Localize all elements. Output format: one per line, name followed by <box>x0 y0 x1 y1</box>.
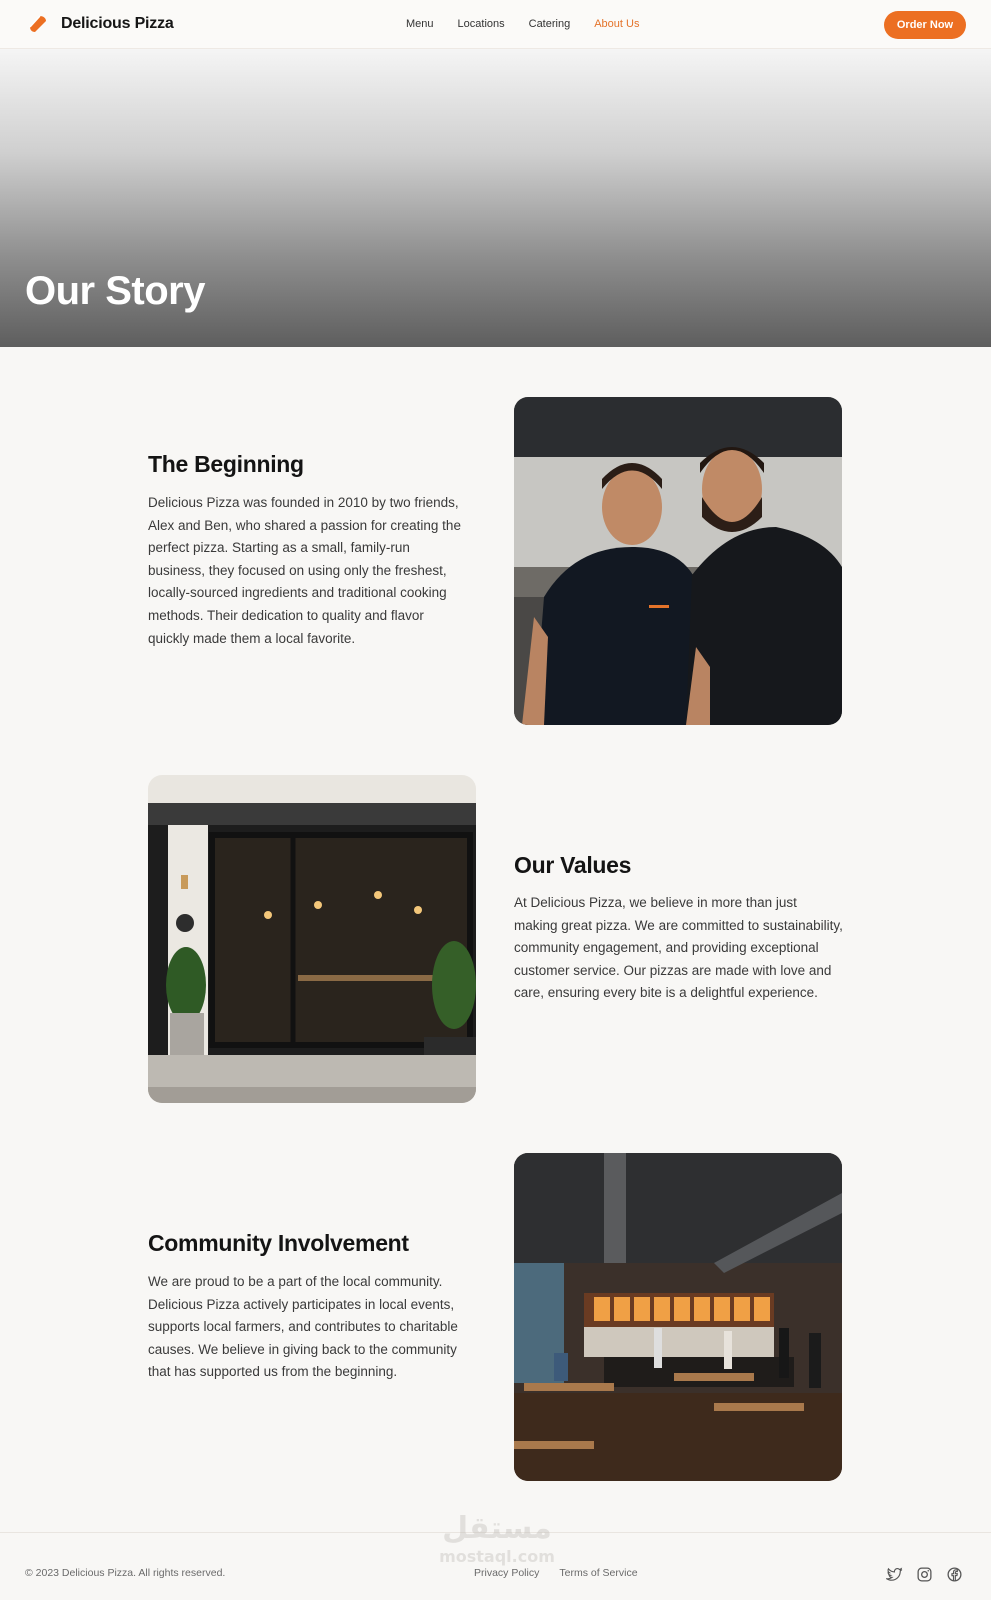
top-navigation <box>0 0 991 49</box>
order-now-button[interactable]: Order Now <box>884 11 966 39</box>
svg-text:مستقل: مستقل <box>442 1511 552 1546</box>
page-footer <box>0 1532 991 1600</box>
section-title-beginning: The Beginning <box>148 451 304 477</box>
pizza-slice-icon <box>26 13 48 35</box>
section-title-community: Community Involvement <box>148 1230 409 1256</box>
nav-link-catering[interactable]: Catering <box>528 18 571 30</box>
page-title: Our Story <box>25 269 205 313</box>
terms-of-service-link[interactable]: Terms of Service <box>559 1567 638 1579</box>
restaurant-interior-photo <box>514 1153 842 1481</box>
nav-link-about-us[interactable]: About Us <box>594 18 640 30</box>
nav-links <box>406 18 663 30</box>
privacy-policy-link[interactable]: Privacy Policy <box>474 1567 540 1579</box>
brand-logo-link[interactable] <box>26 13 174 35</box>
section-body-values: At Delicious Pizza, we believe in more than just making great pizza. We are committed to sustainability, community engagement, and providing exceptional customer service. Our pizzas are made with love and care, ensuring every bite is a delightful experience. <box>514 895 843 1001</box>
storefront-photo <box>148 775 476 1103</box>
section-body-beginning: Delicious Pizza was founded in 2010 by two friends, Alex and Ben, who shared a passion for creating the perfect pizza. Starting as a small, family-run business, they focused on using only the freshest, locally-sourced ingredients and traditional cooking methods. Their dedication to quality and flavor quickly made them a local favorite. <box>148 495 461 646</box>
section-body-community: We are proud to be a part of the local community. Delicious Pizza actively participates in local events, supports local farmers, and contributes to charitable causes. We believe in giving back to the community that has supported us from the beginning. <box>148 1274 458 1380</box>
svg-text:mostaql.com: mostaql.com <box>439 1547 555 1566</box>
instagram-icon[interactable] <box>916 1566 933 1583</box>
brand-name: Delicious Pizza <box>61 15 174 32</box>
nav-link-menu[interactable]: Menu <box>406 18 434 30</box>
footer-links <box>474 1567 658 1579</box>
hero-banner <box>0 49 991 347</box>
copyright-text: © 2023 Delicious Pizza. All rights reserved. <box>25 1567 226 1579</box>
facebook-icon[interactable] <box>946 1566 963 1583</box>
twitter-icon[interactable] <box>886 1566 903 1583</box>
founders-photo <box>514 397 842 725</box>
nav-link-locations[interactable]: Locations <box>457 18 505 30</box>
section-title-values: Our Values <box>514 852 632 878</box>
social-links <box>886 1566 976 1583</box>
